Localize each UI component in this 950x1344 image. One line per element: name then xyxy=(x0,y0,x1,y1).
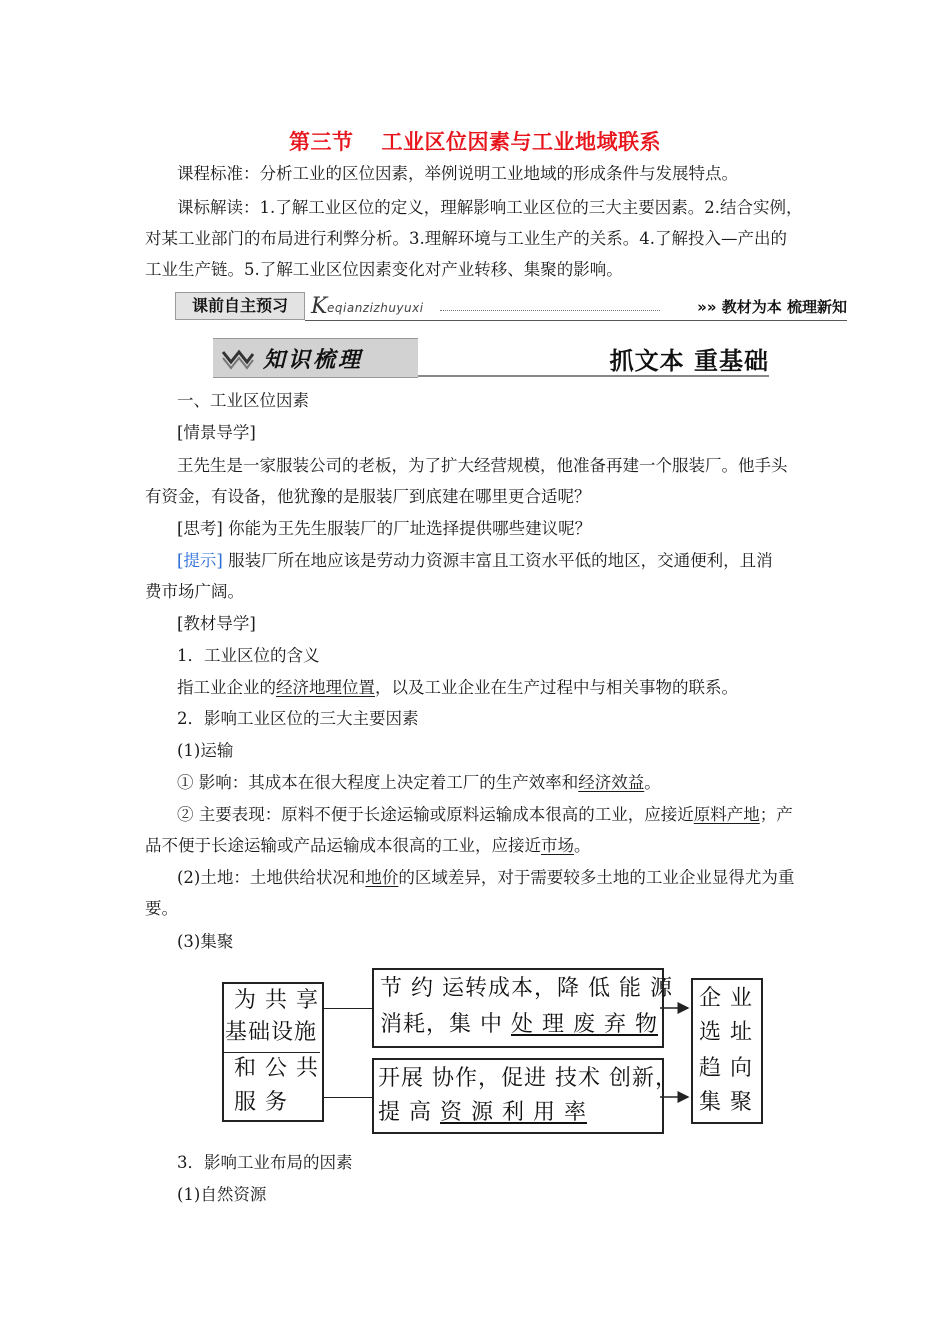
interpretation-line-1: 课标解读：1.了解工业区位的定义，理解影响工业区位的三大主要因素。2.结合实例， xyxy=(177,198,803,217)
land-line-1 xyxy=(177,867,794,889)
diagram-mid-bottom-line-2 xyxy=(378,1098,587,1128)
preview-dotted-line xyxy=(440,310,660,311)
transport-effect xyxy=(177,772,661,794)
underlined-answer: 资 源 利 用 率 xyxy=(440,1100,587,1125)
connector-bottom-left xyxy=(322,1097,372,1098)
hint-tag: [提示] xyxy=(177,551,223,570)
text: ，以及工业企业在生产过程中与相关事物的联系。 xyxy=(375,678,738,697)
text: ① 影响：其成本在很大程度上决定着工厂的生产效率和 xyxy=(177,773,579,792)
diagram-mid-top-line-1: 节 约 运转成本，降 低 能 源 xyxy=(380,976,673,1001)
hint-line-1 xyxy=(177,550,773,572)
preview-underline xyxy=(305,320,847,321)
knowledge-banner xyxy=(213,338,769,378)
text: 提 高 xyxy=(378,1100,440,1125)
diagram-mid-bottom-box xyxy=(372,1058,678,1134)
title-section-number: 第三节 xyxy=(289,130,354,154)
diagram-right-line-3: 趋 向 xyxy=(699,1056,753,1081)
preview-slogan: »» 教材为本 梳理新知 xyxy=(697,298,847,316)
section-heading: 一、工业区位因素 xyxy=(177,391,309,410)
knowledge-label: 知识梳理 xyxy=(263,348,364,373)
main-performance-line-2 xyxy=(145,835,591,857)
underlined-answer: 地价 xyxy=(365,868,399,887)
diagram-right-box xyxy=(691,978,763,1124)
underlined-answer: 经济地理位置 xyxy=(276,678,375,697)
land-line-2: 要。 xyxy=(145,899,178,918)
text: 指工业企业的 xyxy=(177,678,276,697)
course-standard: 课程标准：分析工业的区位因素，举例说明工业地域的形成条件与发展特点。 xyxy=(177,164,738,183)
diagram-left-line-2: 基础设施 xyxy=(225,1020,318,1045)
underlined-answer: 原料产地 xyxy=(693,805,760,824)
item-1-heading: 1．工业区位的含义 xyxy=(177,646,320,665)
preview-k-letter: K xyxy=(311,294,328,319)
underlined-answer: 处 理 废 弃 物 xyxy=(511,1012,658,1037)
diagram-mid-bottom-line-1: 开展 协作，促进 技术 创新， xyxy=(378,1066,678,1091)
diagram-left-line-4: 服 务 xyxy=(234,1090,288,1115)
natural-resources-heading: (1)自然资源 xyxy=(177,1185,267,1204)
page-title xyxy=(0,126,950,156)
diagram-right-line-1: 企 业 xyxy=(699,986,753,1011)
diagram-right-line-4: 集 聚 xyxy=(699,1090,753,1115)
preview-label: 课前自主预习 xyxy=(175,292,305,320)
think-question: [思考] 你能为王先生服装厂的厂址选择提供哪些建议呢？ xyxy=(177,519,592,538)
diagram-mid-top-box xyxy=(372,968,673,1048)
text: (2)土地：土地供给状况和 xyxy=(177,868,366,887)
diagram-left-divider xyxy=(224,1052,320,1053)
textbook-tag: [教材导学] xyxy=(177,614,256,633)
scenario-line-1: 王先生是一家服装公司的老板，为了扩大经营规模，他准备再建一个服装厂。他手头 xyxy=(177,456,788,475)
text: 品不便于长途运输或产品运输成本很高的工业，应接近 xyxy=(145,836,541,855)
underlined-answer: 市场 xyxy=(541,836,574,855)
zigzag-icon xyxy=(221,344,255,372)
diagram-right-line-2: 选 址 xyxy=(699,1020,753,1045)
preview-banner xyxy=(175,292,847,322)
item-2-heading: 2．影响工业区位的三大主要因素 xyxy=(177,709,419,728)
hint-text: 服装厂所在地应该是劳动力资源丰富且工资水平低的地区，交通便利，且消 xyxy=(222,551,773,570)
transport-heading: (1)运输 xyxy=(177,741,234,760)
text: ② 主要表现：原料不便于长途运输或原料运输成本很高的工业，应接近 xyxy=(177,805,694,824)
scenario-line-2: 有资金，有设备，他犹豫的是服装厂到底建在哪里更合适呢？ xyxy=(145,487,591,506)
scenario-tag: [情景导学] xyxy=(177,423,256,442)
underlined-answer: 经济效益 xyxy=(578,773,645,792)
title-text: 工业区位因素与工业地域联系 xyxy=(381,130,661,154)
knowledge-label-box xyxy=(213,338,418,378)
diagram-mid-top-line-2 xyxy=(380,1010,658,1040)
arrows-svg xyxy=(660,995,692,1115)
main-performance-line-1 xyxy=(177,804,793,826)
item-1-definition xyxy=(177,677,738,699)
text: 消耗，集 中 xyxy=(380,1012,511,1037)
agglomeration-heading: (3)集聚 xyxy=(177,932,234,951)
diagram-left-line-1: 为 共 享 xyxy=(234,988,319,1013)
connector-top-left xyxy=(322,1008,372,1009)
text: ；产 xyxy=(759,805,793,824)
text: 的区域差异，对于需要较多土地的工业企业显得尤为重 xyxy=(398,868,795,887)
hint-line-2: 费市场广阔。 xyxy=(145,582,244,601)
text: 。 xyxy=(574,836,591,855)
interpretation-line-3: 工业生产链。5.了解工业区位因素变化对产业转移、集聚的影响。 xyxy=(145,260,623,279)
preview-pinyin: eqianzizhuyuxi xyxy=(327,301,424,315)
interpretation-line-2: 对某工业部门的布局进行利弊分析。3.理解环境与工业生产的关系。4.了解投入—产出的 xyxy=(145,229,787,248)
knowledge-slogan: 抓文本 重基础 xyxy=(609,347,769,375)
item-3-heading: 3．影响工业布局的因素 xyxy=(177,1153,353,1172)
text: 。 xyxy=(644,773,661,792)
diagram-left-line-3: 和 公 共 xyxy=(234,1056,319,1081)
